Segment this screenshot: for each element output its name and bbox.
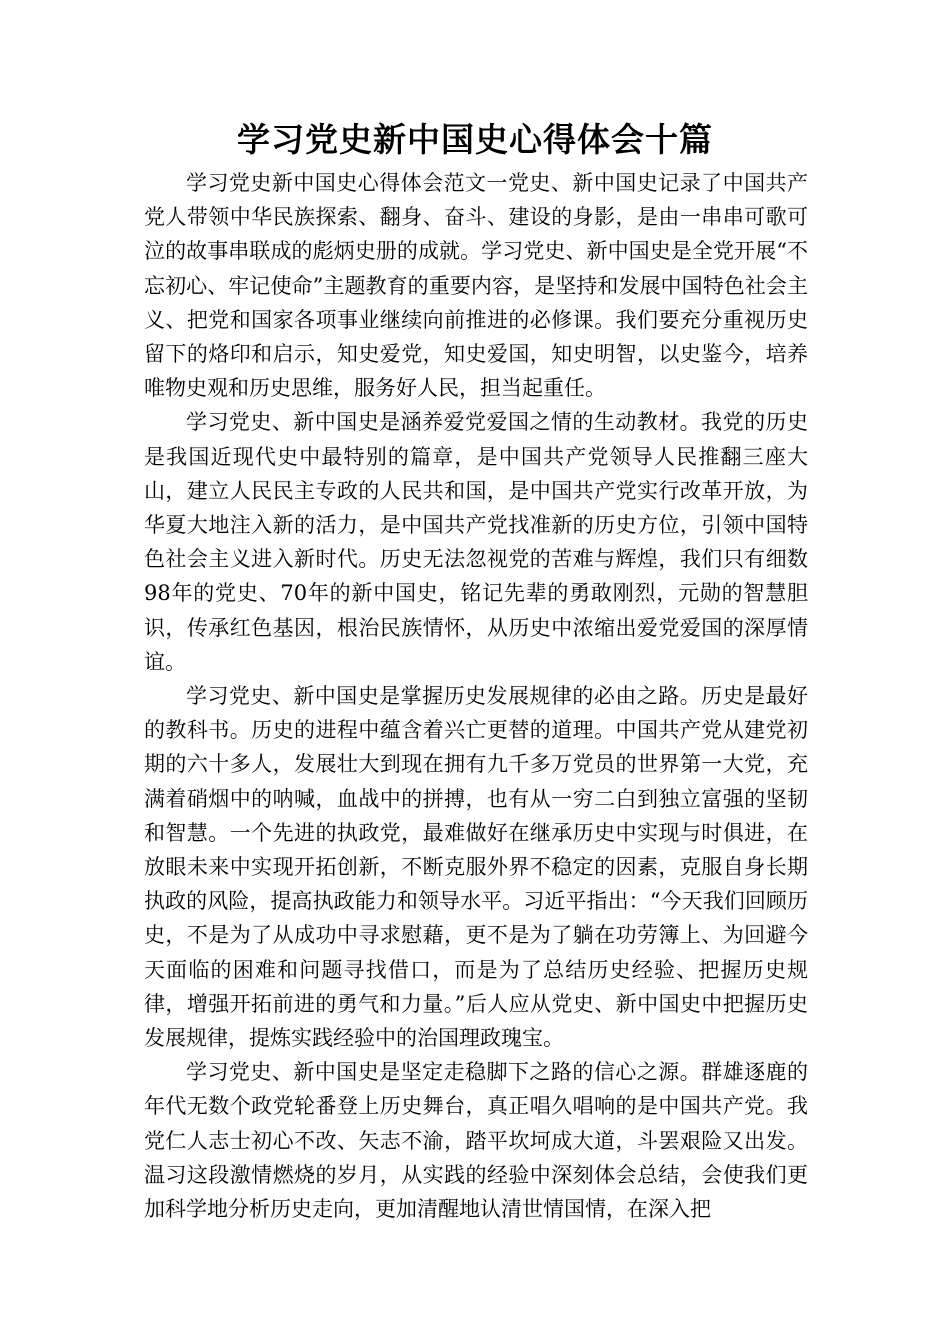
document-title: 学习党史新中国史心得体会十篇: [237, 120, 713, 159]
paragraph-4: 学习党史、新中国史是坚定走稳脚下之路的信心之源。群雄逐鹿的年代无数个政党轮番登上历史舞台，真正唱久唱响的是中国共产党。我党仁人志士初心不改、矢志不渝，踏平坎坷成大道，斗罢艰险又出发。温习这段激情燃烧的岁月，从实践的经验中深刻体会总结，会使我们更加科学地分析历史走向，更加清醒地认清世情国情，在深入把: [144, 1060, 808, 1222]
document-body: [144, 166, 808, 1226]
paragraph-3: 学习党史、新中国史是掌握历史发展规律的必由之路。历史是最好的教科书。历史的进程中蕴含着兴亡更替的道理。中国共产党从建党初期的六十多人，发展壮大到现在拥有九千多万党员的世界第一大党，充满着硝烟中的呐喊，血战中的拼搏，也有从一穷二白到独立富强的坚韧和智慧。一个先进的执政党，最难做好在继承历史中实现与时俱进，在放眼未来中实现开拓创新，不断克服外界不稳定的因素，克服自身长期执政的风险，提高执政能力和领导水平。习近平指出：“今天我们回顾历史，不是为了从成功中寻求慰藉，更不是为了躺在功劳簿上、为回避今天面临的困难和问题寻找借口，而是为了总结历史经验、把握历史规律，增强开拓前进的勇气和力量。”后人应从党史、新中国史中把握历史发展规律，提炼实践经验中的治国理政瑰宝。: [144, 684, 808, 1051]
paragraph-2: 学习党史、新中国史是涵养爱党爱国之情的生动教材。我党的历史是我国近现代史中最特别的篇章，是中国共产党领导人民推翻三座大山，建立人民民主专政的人民共和国，是中国共产党实行改革开放，为华夏大地注入新的活力，是中国共产党找准新的历史方位，引领中国特色社会主义进入新时代。历史无法忽视党的苦难与辉煌，我们只有细数98年的党史、70年的新中国史，铭记先辈的勇敢刚烈，元勋的智慧胆识，传承红色基因，根治民族情怀，从历史中浓缩出爱党爱国的深厚情谊。: [144, 410, 808, 674]
paragraph-1: 学习党史新中国史心得体会范文一党史、新中国史记录了中国共产党人带领中华民族探索、翻身、奋斗、建设的身影，是由一串串可歌可泣的故事串联成的彪炳史册的成就。学习党史、新中国史是全党开展“不忘初心、牢记使命”主题教育的重要内容，是坚持和发展中国特色社会主义、把党和国家各项事业继续向前推进的必修课。我们要充分重视历史留下的烙印和启示，知史爱党，知史爱国，知史明智，以史鉴今，培养唯物史观和历史思维，服务好人民，担当起重任。: [144, 171, 808, 401]
